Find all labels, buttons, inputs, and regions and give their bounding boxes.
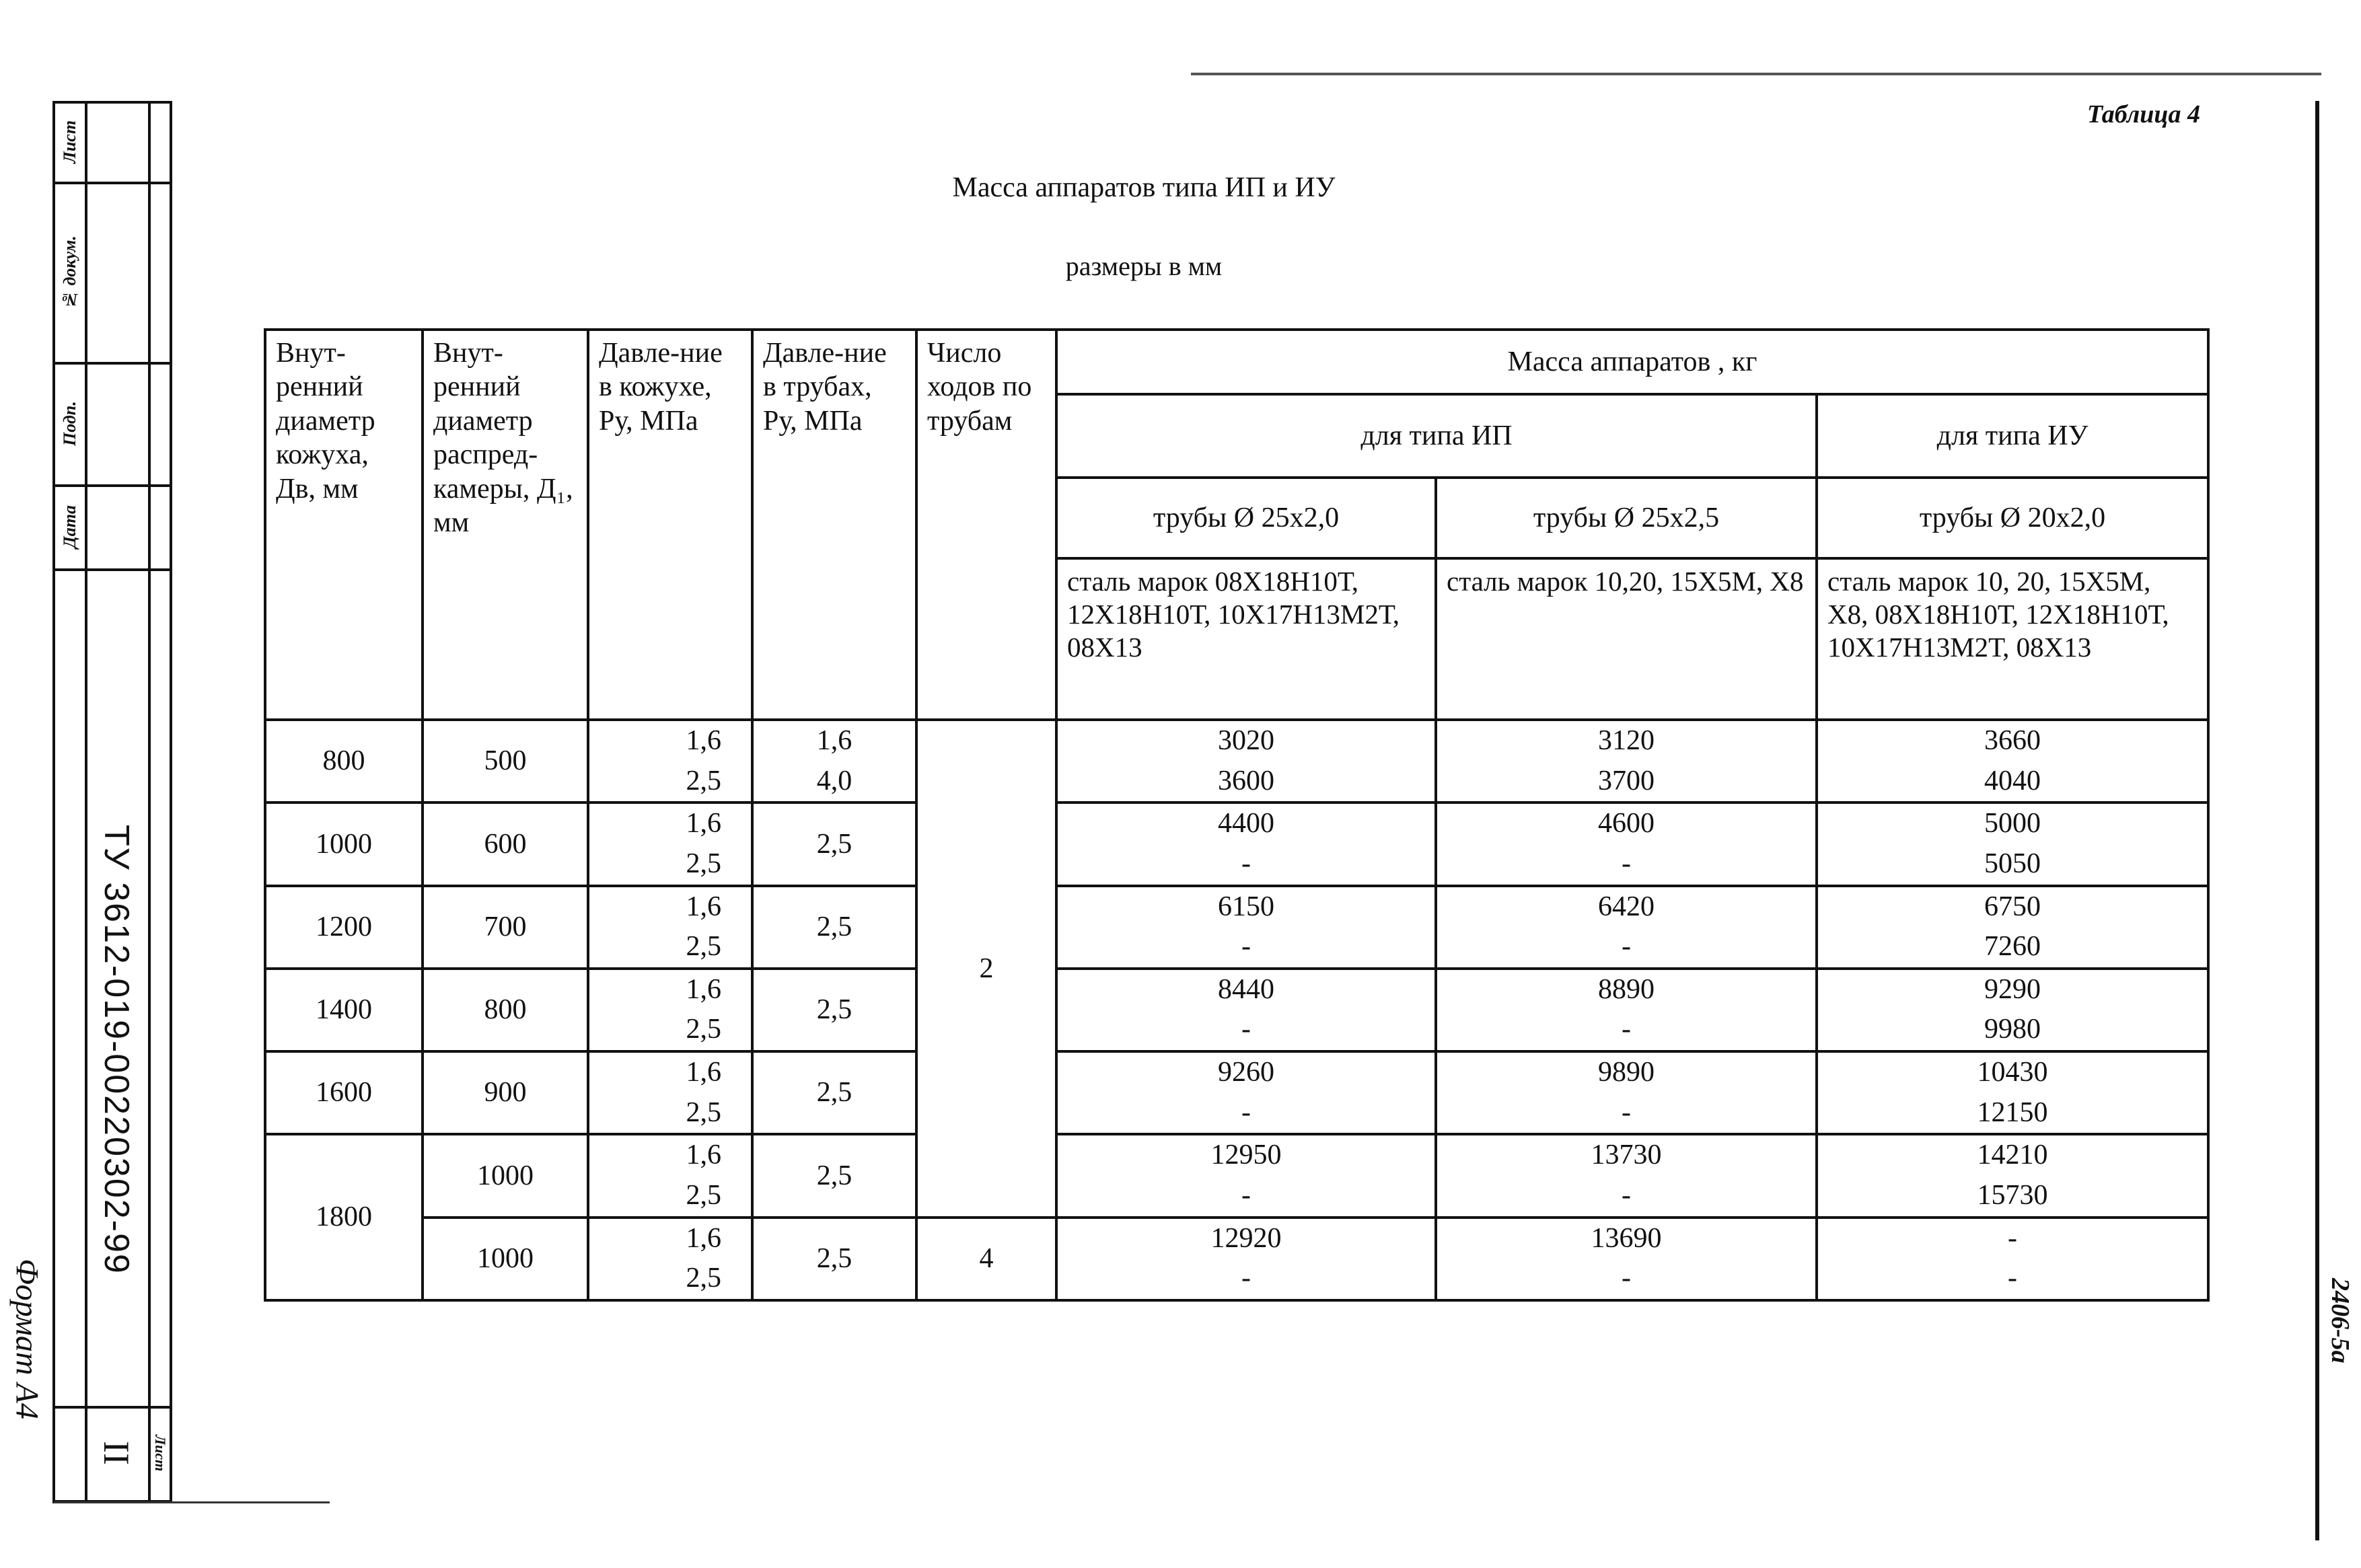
bottom-rule bbox=[54, 1501, 330, 1503]
value-line: 9290 bbox=[1984, 973, 2041, 1005]
stamp-label-date: Дата bbox=[60, 505, 79, 549]
value-line: 2,5 bbox=[686, 1096, 721, 1128]
value-line: 10430 bbox=[1977, 1057, 2048, 1088]
value-line: 5050 bbox=[1984, 848, 2041, 879]
value-line: 5000 bbox=[1984, 808, 2041, 839]
cell-p-shell bbox=[588, 886, 752, 969]
value-line: 1,6 bbox=[686, 973, 721, 1005]
page-title: Масса аппаратов типа ИП и ИУ bbox=[952, 172, 1336, 203]
value-line: - bbox=[1241, 1179, 1251, 1211]
value-line: 8890 bbox=[1598, 973, 1655, 1005]
header-tube-pressure: Давле-ние в трубах, Ру, МПа bbox=[752, 330, 916, 720]
value-line: 9980 bbox=[1984, 1014, 2041, 1045]
cell-p-tube: 2,5 bbox=[752, 969, 916, 1051]
value-line: 3600 bbox=[1218, 765, 1274, 796]
cell-p-shell bbox=[588, 969, 752, 1051]
cell-p-tube: 2,5 bbox=[752, 886, 916, 969]
sheet-label: Лист bbox=[152, 1434, 169, 1472]
stamp-label-sheet: Лист bbox=[60, 120, 79, 164]
value-line: 3660 bbox=[1984, 725, 2041, 756]
value-line: - bbox=[1241, 1014, 1251, 1045]
cell-p-tube: 2,5 bbox=[752, 1134, 916, 1217]
value-line: 1,6 bbox=[686, 1222, 721, 1254]
cell-d1: 900 bbox=[423, 1051, 588, 1134]
cell-d1: 1000 bbox=[423, 1134, 588, 1217]
table-row bbox=[265, 886, 2208, 969]
value-line: 15730 bbox=[1977, 1179, 2048, 1211]
cell-mass-ip2 bbox=[1436, 1218, 1817, 1300]
value-line: 4400 bbox=[1218, 808, 1274, 839]
stamp-line bbox=[148, 101, 151, 1503]
value-line: 9260 bbox=[1218, 1057, 1274, 1088]
cell-dv: 1800 bbox=[265, 1134, 423, 1300]
cell-p-shell bbox=[588, 1134, 752, 1217]
cell-mass-iu bbox=[1817, 802, 2208, 885]
value-line: - bbox=[1622, 1179, 1631, 1211]
format-label: Формат А4 bbox=[9, 1258, 45, 1419]
cell-mass-ip2 bbox=[1436, 969, 1817, 1051]
value-line: - bbox=[1241, 931, 1251, 963]
value-line: - bbox=[1241, 1263, 1251, 1294]
cell-mass-iu bbox=[1817, 886, 2208, 969]
title-block-stamp bbox=[52, 74, 170, 1503]
header-shell-diameter: Внут-ренний диаметр кожуха, Дв, мм bbox=[265, 330, 423, 720]
cell-mass-iu bbox=[1817, 720, 2208, 802]
table-row bbox=[265, 1051, 2208, 1134]
header-tube-iu: трубы Ø 20х2,0 bbox=[1817, 478, 2208, 558]
cell-p-shell bbox=[588, 1218, 752, 1300]
value-line: 8440 bbox=[1218, 973, 1274, 1005]
value-line: - bbox=[2008, 1222, 2017, 1254]
cell-p-shell bbox=[588, 720, 752, 802]
cell-mass-ip2 bbox=[1436, 802, 1817, 885]
table-row bbox=[265, 802, 2208, 885]
header-type-iu: для типа ИУ bbox=[1817, 394, 2208, 478]
value-line: 12150 bbox=[1977, 1096, 2048, 1128]
header-shell-pressure: Давле-ние в кожухе, Ру, МПа bbox=[588, 330, 752, 720]
cell-mass-iu bbox=[1817, 969, 2208, 1051]
value-line: - bbox=[1241, 848, 1251, 879]
header-steel-ip1: сталь марок 08Х18Н10Т, 12Х18Н10Т, 10Х17Н13М2Т, 08Х13 bbox=[1056, 558, 1436, 720]
value-line: 2,5 bbox=[686, 1263, 721, 1294]
value-line: 6420 bbox=[1598, 891, 1655, 922]
cell-p-tube bbox=[752, 720, 916, 802]
header-tube-ip2: трубы Ø 25х2,5 bbox=[1436, 478, 1817, 558]
table-number: Таблица 4 bbox=[2086, 100, 2200, 128]
table-row bbox=[265, 1218, 2208, 1300]
value-line: - bbox=[2008, 1263, 2017, 1294]
cell-mass-ip1 bbox=[1056, 1134, 1436, 1217]
cell-dv: 1200 bbox=[265, 886, 423, 969]
value-line: - bbox=[1241, 1096, 1251, 1128]
cell-mass-ip1 bbox=[1056, 1051, 1436, 1134]
stamp-label-signature: Подп. bbox=[60, 401, 79, 447]
value-line: 2,5 bbox=[686, 931, 721, 963]
value-line: 4040 bbox=[1984, 765, 2041, 796]
value-line: - bbox=[1622, 1014, 1631, 1045]
stamp-line bbox=[52, 1406, 172, 1409]
cell-mass-ip2 bbox=[1436, 720, 1817, 802]
value-line: 12920 bbox=[1210, 1222, 1282, 1254]
value-line: - bbox=[1622, 1096, 1631, 1128]
value-line: 1,6 bbox=[686, 1057, 721, 1088]
value-line: - bbox=[1622, 1263, 1631, 1294]
cell-dv: 1000 bbox=[265, 802, 423, 885]
right-margin-note: 2406-5а bbox=[2326, 1278, 2354, 1364]
cell-mass-ip1 bbox=[1056, 1218, 1436, 1300]
value-line: 14210 bbox=[1977, 1140, 2048, 1171]
table-row bbox=[265, 1134, 2208, 1217]
header-tube-ip1: трубы Ø 25х2,0 bbox=[1056, 478, 1436, 558]
cell-d1: 600 bbox=[423, 802, 588, 885]
value-line: 3120 bbox=[1598, 725, 1655, 756]
cell-p-shell bbox=[588, 1051, 752, 1134]
header-mass: Масса аппаратов , кг bbox=[1056, 330, 2208, 394]
cell-mass-ip2 bbox=[1436, 886, 1817, 969]
header-steel-ip2: сталь марок 10,20, 15Х5М, Х8 bbox=[1436, 558, 1817, 720]
cell-d1: 500 bbox=[423, 720, 588, 802]
header-tube-passes: Число ходов по трубам bbox=[916, 330, 1056, 720]
value-line: 2,5 bbox=[686, 1014, 721, 1045]
value-line: 1,6 bbox=[816, 725, 852, 756]
value-line: 2,5 bbox=[686, 765, 721, 796]
value-line: 2,5 bbox=[686, 1179, 721, 1211]
value-line: 1,6 bbox=[686, 808, 721, 839]
document-code: ТУ 3612-019-00220302-99 bbox=[97, 824, 136, 1275]
header-steel-iu: сталь марок 10, 20, 15Х5М, Х8, 08Х18Н10Т, 12Х18Н10Т, 10Х17Н13М2Т, 08Х13 bbox=[1817, 558, 2208, 720]
value-line: - bbox=[1622, 848, 1631, 879]
cell-mass-ip2 bbox=[1436, 1134, 1817, 1217]
cell-p-shell bbox=[588, 802, 752, 885]
value-line: 7260 bbox=[1984, 931, 2041, 963]
cell-d1: 700 bbox=[423, 886, 588, 969]
value-line: 1,6 bbox=[686, 1140, 721, 1171]
cell-mass-ip1 bbox=[1056, 886, 1436, 969]
value-line: - bbox=[1622, 931, 1631, 963]
value-line: 13730 bbox=[1591, 1140, 1662, 1171]
cell-dv: 1600 bbox=[265, 1051, 423, 1134]
cell-dv: 800 bbox=[265, 720, 423, 802]
stamp-label-doc-number: № докум. bbox=[60, 235, 79, 309]
cell-mass-iu bbox=[1817, 1218, 2208, 1300]
value-line: 3700 bbox=[1598, 765, 1655, 796]
sheet-number: II bbox=[96, 1441, 137, 1465]
mass-table bbox=[264, 328, 2210, 1302]
cell-d1: 1000 bbox=[423, 1218, 588, 1300]
header-type-ip: для типа ИП bbox=[1056, 394, 1817, 478]
value-line: 9890 bbox=[1598, 1057, 1655, 1088]
cell-mass-ip2 bbox=[1436, 1051, 1817, 1134]
cell-dv: 1400 bbox=[265, 969, 423, 1051]
cell-mass-iu bbox=[1817, 1134, 2208, 1217]
table-row bbox=[265, 720, 2208, 802]
table-row bbox=[265, 969, 2208, 1051]
top-border-rule bbox=[1191, 73, 2321, 75]
page-subtitle: размеры в мм bbox=[1065, 251, 1223, 281]
cell-p-tube: 2,5 bbox=[752, 802, 916, 885]
value-line: 13690 bbox=[1591, 1222, 1662, 1254]
cell-mass-ip1 bbox=[1056, 969, 1436, 1051]
value-line: 4,0 bbox=[816, 765, 852, 796]
cell-passes: 4 bbox=[916, 1218, 1056, 1300]
header-chamber-diameter: Внут-ренний диаметр распред-камеры, Д₁, мм bbox=[423, 330, 588, 720]
value-line: 6750 bbox=[1984, 891, 2041, 922]
cell-p-tube: 2,5 bbox=[752, 1218, 916, 1300]
cell-mass-ip1 bbox=[1056, 802, 1436, 885]
cell-mass-ip1 bbox=[1056, 720, 1436, 802]
cell-p-tube: 2,5 bbox=[752, 1051, 916, 1134]
value-line: 6150 bbox=[1218, 891, 1274, 922]
value-line: 1,6 bbox=[686, 725, 721, 756]
value-line: 3020 bbox=[1218, 725, 1274, 756]
cell-d1: 800 bbox=[423, 969, 588, 1051]
value-line: 4600 bbox=[1598, 808, 1655, 839]
cell-mass-iu bbox=[1817, 1051, 2208, 1134]
stamp-line bbox=[170, 101, 172, 1503]
value-line: 2,5 bbox=[686, 848, 721, 879]
cell-passes: 2 bbox=[916, 720, 1056, 1218]
value-line: 1,6 bbox=[686, 891, 721, 922]
stamp-line bbox=[52, 568, 172, 571]
value-line: 12950 bbox=[1210, 1140, 1282, 1171]
